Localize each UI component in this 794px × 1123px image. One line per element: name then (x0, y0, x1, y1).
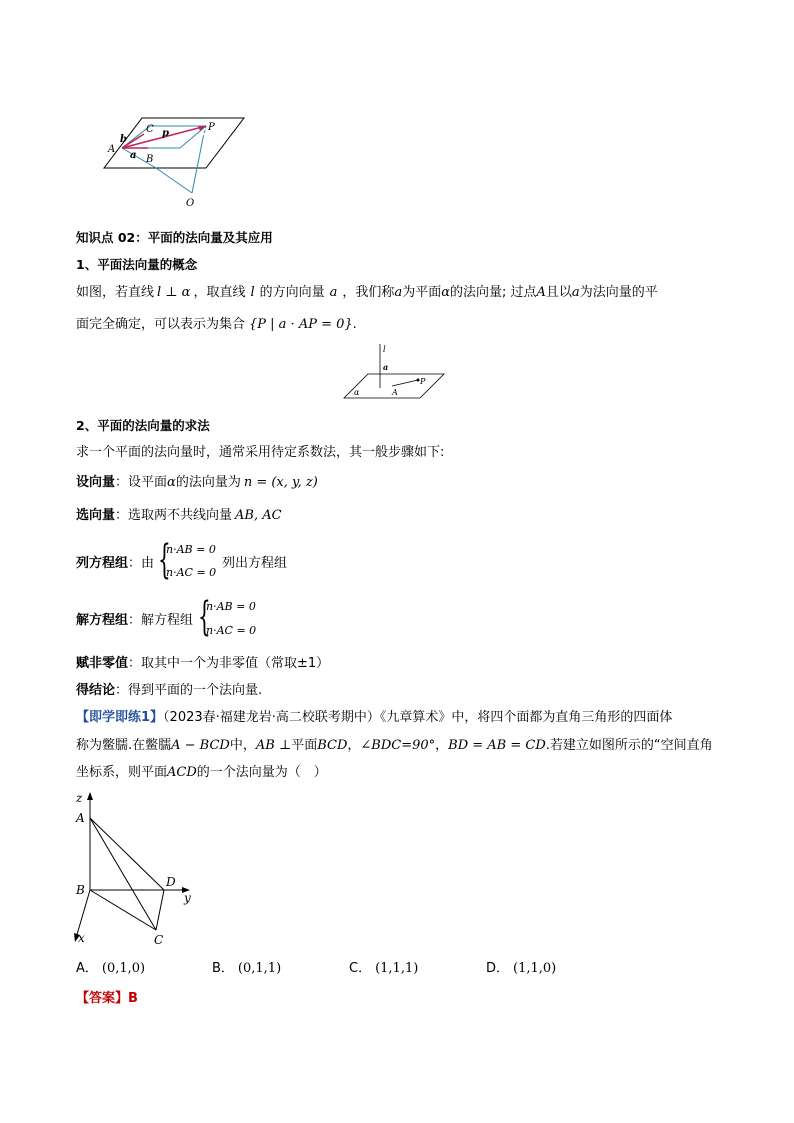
fig3-label-z: z (76, 791, 83, 805)
fig1-label-a: a (130, 150, 137, 161)
section2-intro: 求一个平面的法向量时，通常采用待定系数法，其一般步骤如下: (76, 445, 445, 460)
step3-equation2: n·AC = 0 (166, 566, 217, 579)
option-d[interactable]: D． (1,1,0) (486, 961, 557, 976)
exercise-line3: 坐标系，则平面ACD的一个法向量为（ ） (76, 765, 327, 780)
fig2-label-l: l (383, 345, 386, 354)
step-solve-equations: 解方程组：解方程组 (76, 613, 194, 628)
exercise-line2: 称为鳖臑.在鳖臑A − BCD中，AB ⊥平面BCD，∠BDC=90°，BD = AB = CD.若建立如图所示的“空间直角 (76, 738, 713, 753)
fig1-label-O: O (186, 198, 195, 209)
fig2-label-P: P (420, 377, 426, 386)
fig3-label-y: y (184, 891, 191, 905)
fig1-label-C: C (146, 124, 154, 135)
section1-paragraph-line2: 面完全确定，可以表示为集合 {P | a · AP = 0}. (76, 317, 357, 332)
figure-normal-line (340, 342, 450, 402)
section2-heading: 2、平面的法向量的求法 (76, 418, 210, 433)
fig3-label-A: A (76, 811, 85, 825)
fig3-label-D: D (166, 875, 176, 889)
step-set-vector: 设向量：设平面α的法向量为 n = (x, y, z) (76, 475, 318, 490)
fig1-label-P: P (208, 122, 215, 133)
fig1-label-b: b (120, 134, 127, 145)
step-conclusion: 得结论：得到平面的一个法向量. (76, 683, 263, 698)
step3-after-text: 列出方程组 (222, 556, 288, 571)
step4-equation1: n·AB = 0 (206, 600, 256, 613)
figure-plane-vectors (100, 110, 250, 210)
step-list-equations: 列方程组：由 (76, 556, 155, 571)
fig3-label-x: x (78, 931, 85, 945)
fig2-label-A: A (392, 388, 398, 397)
fig1-label-A: A (108, 144, 116, 155)
step3-equation1: n·AB = 0 (166, 543, 216, 556)
fig1-label-B: B (146, 154, 154, 165)
option-b[interactable]: B． (0,1,1) (212, 961, 282, 976)
option-c[interactable]: C． (1,1,1) (349, 961, 419, 976)
section1-paragraph-line1: 如图，若直线 l ⊥ α ，取直线 l 的方向向量 a ，我们称a为平面α的法向量; 过点A且以a为法向量的平 (76, 285, 658, 300)
fig3-label-C: C (154, 933, 164, 947)
option-a[interactable]: A． (0,1,0) (76, 961, 146, 976)
exercise-line1: 【即学即练1】（2023春·福建龙岩·高二校联考期中）《九章算术》中，将四个面都为直角三角形的四面体 (76, 710, 673, 725)
fig2-label-a: a (383, 362, 389, 372)
brace-icon: { (198, 594, 211, 640)
section1-heading: 1、平面法向量的概念 (76, 257, 198, 272)
step-assign-nonzero: 赋非零值：取其中一个为非零值（常取±1） (76, 656, 330, 671)
figure-tetrahedron-axes (72, 790, 202, 950)
step4-equation2: n·AC = 0 (206, 624, 257, 637)
fig3-label-B: B (76, 883, 85, 897)
fig1-label-p: p (162, 128, 169, 139)
knowledge-point-title: 知识点 02：平面的法向量及其应用 (76, 230, 273, 245)
answer-line: 【答案】B (76, 991, 138, 1006)
fig2-label-alpha: α (354, 388, 360, 397)
step-choose-vectors: 选向量：选取两不共线向量 AB, AC (76, 508, 282, 523)
brace-icon: { (158, 537, 171, 583)
